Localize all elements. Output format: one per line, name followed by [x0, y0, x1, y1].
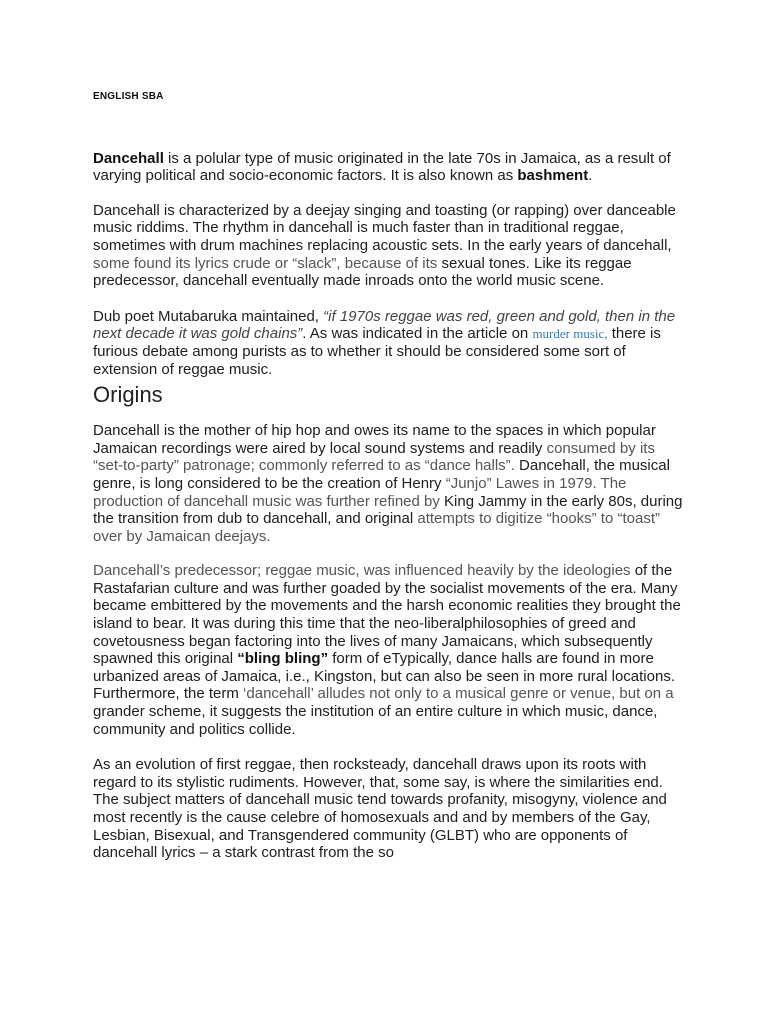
characteristics-light-a: some found its lyrics crude or “slack”, because of its: [93, 254, 438, 272]
paragraph-evolution: As an evolution of first reggae, then rocksteady, dancehall draws upon its roots with regard to its stylistic rudiments. However, that, some say, is where the similarities end. The subject matters of dancehall music tend towards profanity, misogyny, violence and most recently is the cause celebre of homosexuals and and by members of the Gay, Lesbian, Bisexual, and Transgendered community (GLBT) who are opponents of dancehall lyrics – a stark contrast from the so: [93, 756, 667, 862]
predecessor-text-c: grander scheme, it suggests the institution of an entire culture in which music, dance, community and politics collide.: [93, 703, 658, 738]
paragraph-characteristics: [93, 202, 683, 290]
origins-light-c: attempts to digitize “hooks” to “toast” over by Jamaican deejays.: [93, 510, 660, 545]
origins-text-c: King Jammy in the early 80s, during the transition from dub to dancehall, and original: [93, 492, 683, 528]
origins-text-b: Dancehall, the musical genre, is long considered to be the creation of Henry: [93, 457, 670, 492]
mutabaruka-text-b: . As was indicated in the article on: [302, 325, 533, 343]
origins-light-a: consumed by its “set-to-party” patronage; commonly referred to as “dance halls”.: [93, 439, 655, 475]
origins-light-b: “Junjo” Lawes in 1979. The production of dancehall music was further refined by: [93, 474, 627, 510]
paragraph-origins: [93, 422, 683, 545]
predecessor-light-b: ‘dancehall’ alludes not only to a musical genre or venue, but on a: [243, 685, 674, 703]
mutabaruka-text-c: there is furious debate among purists as to whether it should be considered some sort of extension of reggae music.: [93, 325, 661, 378]
intro-text-b: .: [588, 167, 593, 185]
bling-bling-term: “bling bling”: [237, 650, 329, 668]
paragraph-intro: [93, 150, 683, 185]
characteristics-text-a: Dancehall is characterized by a deejay singing and toasting (or rapping) over danceable music riddims. The rhythm in dancehall is much faster than in traditional reggae, sometimes with drum machines replacing acoustic sets. In the early years of dancehall,: [93, 201, 676, 254]
term-dancehall: Dancehall: [93, 149, 164, 167]
predecessor-text-b: form of eTypically, dance halls are found in more urbanized areas of Jamaica, i.e., Kingston, but can also be seen in more rural locations. Furthermore, the term: [93, 650, 675, 703]
murder-music-link[interactable]: murder music,: [532, 326, 608, 342]
heading-origins: Origins: [93, 382, 163, 408]
predecessor-light-a: Dancehall’s predecessor; reggae music, was influenced heavily by the ideologies: [93, 562, 631, 580]
document-label: ENGLISH SBA: [93, 91, 164, 102]
mutabaruka-quote: “if 1970s reggae was red, green and gold, then in the next decade it was gold chains”: [93, 307, 676, 343]
characteristics-text-b: sexual tones. Like its reggae predecessor, dancehall eventually made inroads onto the world music scene.: [93, 254, 632, 290]
predecessor-text-a: of the Rastafarian culture and was further goaded by the socialist movements of the era. Many became embittered by the movements and the harsh economic realities they brought the island to bear. It was during this time that the neo-liberalphilosophies of greed and covetousness began factoring into the lives of many Jamaicans, which subsequently spawned this original: [93, 562, 681, 668]
origins-text-a: Dancehall is the mother of hip hop and owes its name to the spaces in which popular Jamaican recordings were aired by local sound systems and readily: [93, 422, 656, 457]
paragraph-mutabaruka: [93, 308, 683, 378]
intro-text-a: is a polular type of music originated in the late 70s in Jamaica, as a result of varying political and socio-economic factors. It is also known as: [93, 149, 671, 185]
document-body: [93, 88, 683, 862]
paragraph-predecessor: [93, 562, 683, 738]
mutabaruka-text-a: Dub poet Mutabaruka maintained,: [93, 307, 324, 325]
term-bashment: bashment: [517, 167, 589, 185]
